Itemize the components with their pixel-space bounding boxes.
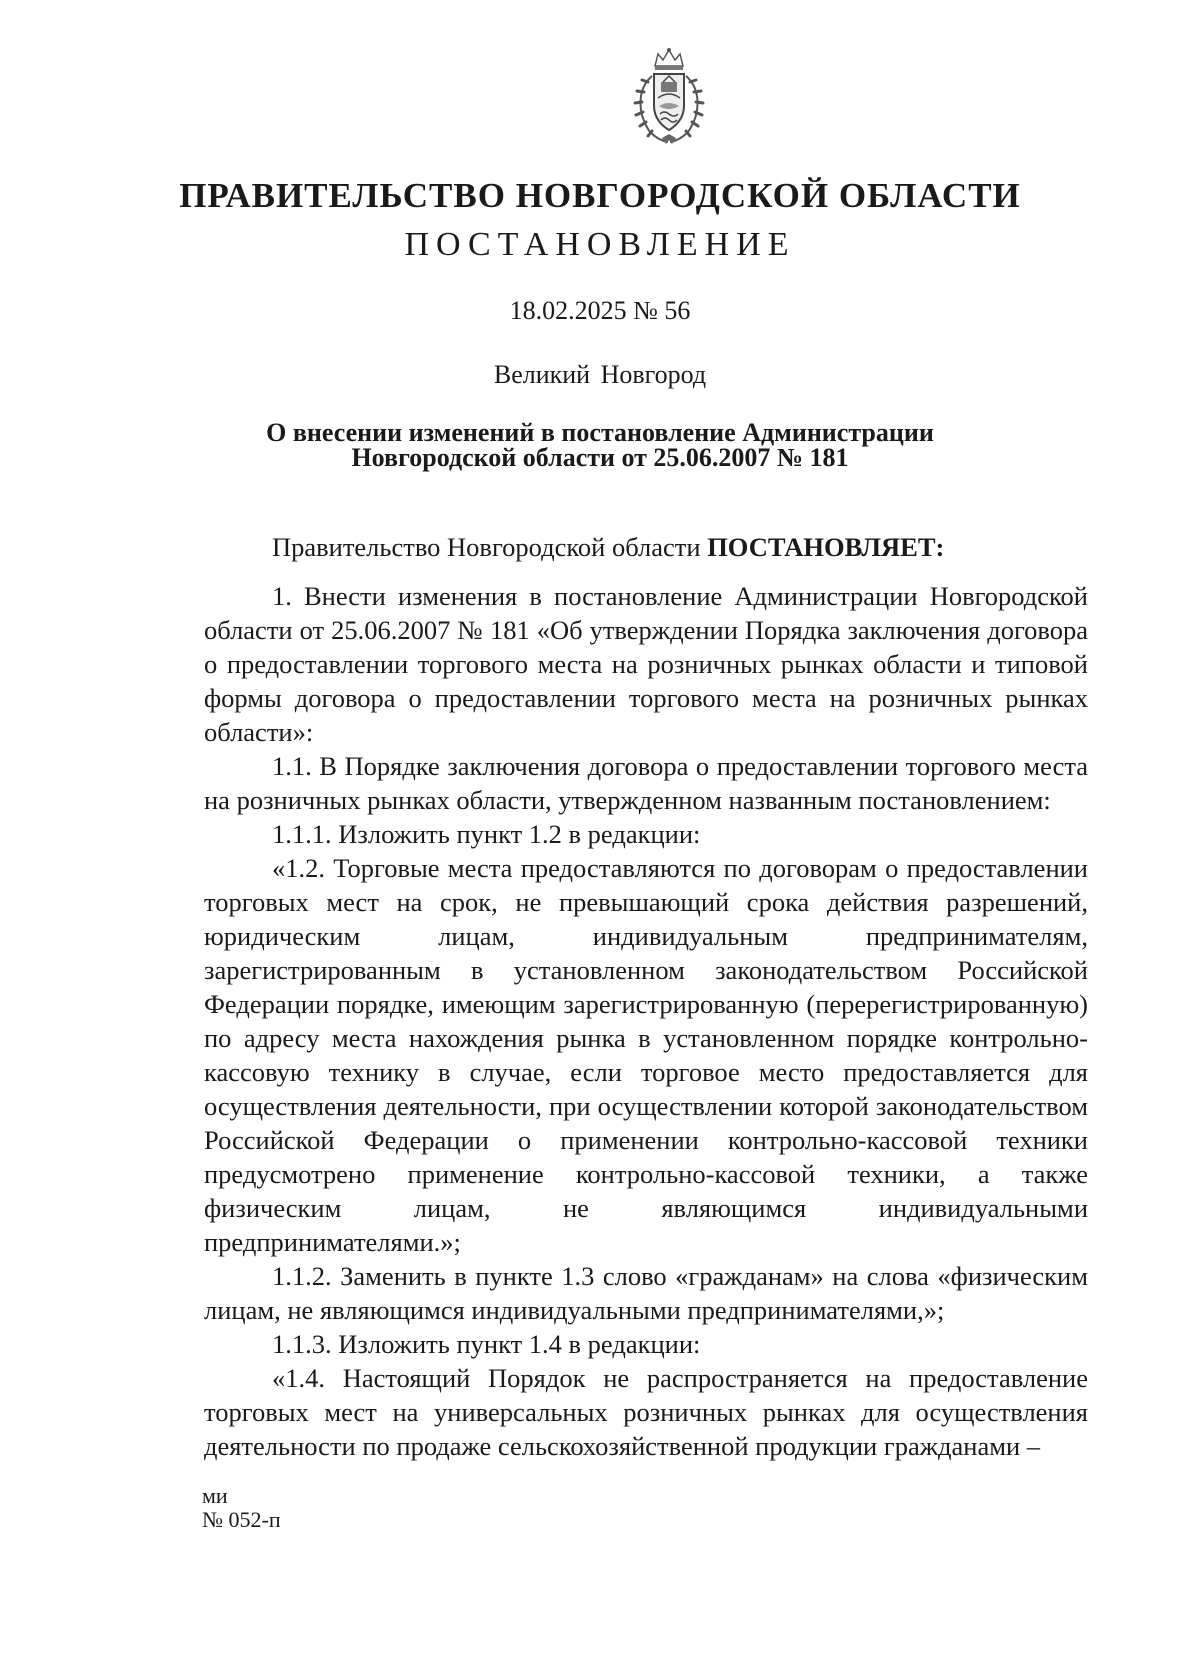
document-city: Великий Новгород <box>493 360 707 389</box>
body-paragraph: 1.1.1. Изложить пункт 1.2 в редакции: <box>272 819 701 849</box>
intro-text: Правительство Новгородской области <box>272 532 708 562</box>
subject-line-1: О внесении изменений в постановление Администрации <box>266 418 934 447</box>
resolution-intro <box>204 530 1088 564</box>
body-paragraph: «1.4. Настоящий Порядок не распространяется на предоставление торговых мест на универсальных розничных рынках для осуществления деятельности по продаже сельскохозяйственной продукции гражданами – <box>204 1363 1088 1461</box>
body-paragraph: 1.1.2. Заменить в пункте 1.3 слово «гражданам» на слова «физическим лицам, не являющимся индивидуальными предпринимателями,»; <box>204 1261 1088 1325</box>
body-paragraph: 1.1.3. Изложить пункт 1.4 в редакции: <box>272 1329 701 1359</box>
footer-initials: ми <box>202 1483 228 1508</box>
body-paragraph: 1. Внести изменения в постановление Администрации Новгородской области от 25.06.2007 № 181 «Об утверждении Порядка заключения договора о предоставлении торгового места на розничных рынках области и типовой формы договора о предоставлении торгового места на розничных рынках области»: <box>204 581 1088 747</box>
body-paragraph: 1.1. В Порядке заключения договора о предоставлении торгового места на розничных рынках области, утвержденном названным постановлением: <box>204 751 1088 815</box>
document-footer-code <box>202 1484 281 1532</box>
document-date-number: 18.02.2025 № 56 <box>509 296 691 325</box>
subject-line-2: Новгородской области от 25.06.2007 № 181 <box>351 443 849 472</box>
government-title: ПРАВИТЕЛЬСТВО НОВГОРОДСКОЙ ОБЛАСТИ <box>179 176 1021 215</box>
intro-resolves: ПОСТАНОВЛЯЕТ: <box>707 532 945 562</box>
document-body <box>204 530 1088 1463</box>
document-subject <box>0 420 1200 470</box>
footer-number: № 052-п <box>202 1507 281 1532</box>
document-type: ПОСТАНОВЛЕНИЕ <box>404 226 796 263</box>
body-paragraph: «1.2. Торговые места предоставляются по договорам о предоставлении торговых мест на срок, не превышающий срока действия разрешений, юридическим лицам, индивидуальным предпринимателям, зарегистрированным в установленном законодательством Российской Федерации порядке, имеющим зарегистрированную (перерегистрированную) по адресу места нахождения рынка в установленном порядке контрольно-кассовую технику в случае, если торговое место предоставляется для осуществления деятельности, при осуществлении которой законодательством Российской Федерации о применении контрольно-кассовой техники предусмотрено применение контрольно-кассовой техники, а также физическим лицам, не являющимся индивидуальными предпринимателями.»; <box>204 853 1088 1257</box>
coat-of-arms-icon <box>628 46 710 146</box>
